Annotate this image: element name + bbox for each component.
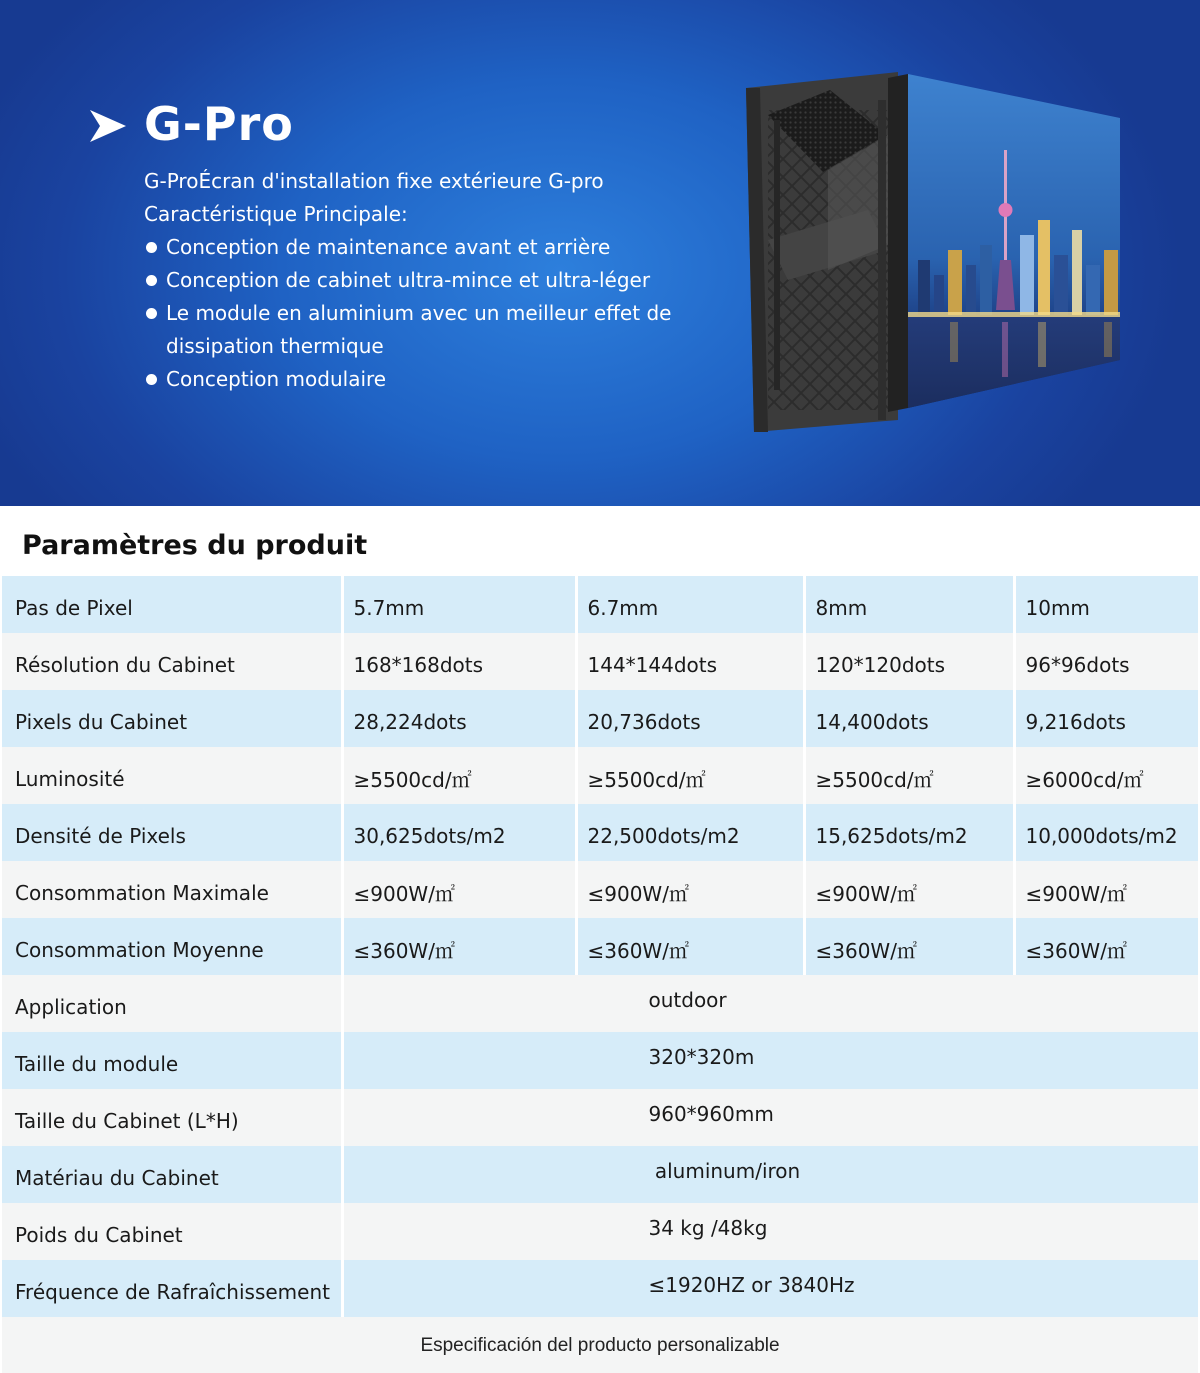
table-row — [2, 861, 1198, 918]
row-label: Consommation Moyenne — [2, 918, 342, 975]
feature-list — [144, 231, 724, 396]
table-cell: 15,625dots/m2 — [804, 804, 1014, 861]
table-cell: 22,500dots/m2 — [576, 804, 804, 861]
table-cell: ≤1920HZ or 3840Hz — [342, 1260, 1198, 1317]
table-cell: 120*120dots — [804, 633, 1014, 690]
table-row — [2, 1089, 1198, 1146]
table-cell: 96*96dots — [1014, 633, 1198, 690]
table-cell: 14,400dots — [804, 690, 1014, 747]
row-label: Fréquence de Rafraîchissement — [2, 1260, 342, 1317]
bullet-icon — [146, 275, 157, 286]
table-cell: ≤360W/㎡ — [1014, 918, 1198, 975]
table-cell: 28,224dots — [342, 690, 576, 747]
bullet-icon — [146, 308, 157, 319]
table-cell: ≤900W/㎡ — [1014, 861, 1198, 918]
table-cell: ≥5500cd/㎡ — [804, 747, 1014, 804]
table-cell: ≤900W/㎡ — [576, 861, 804, 918]
table-cell: ≥6000cd/㎡ — [1014, 747, 1198, 804]
table-row — [2, 1146, 1198, 1203]
arrow-right-icon — [88, 104, 128, 148]
table-cell: 30,625dots/m2 — [342, 804, 576, 861]
feature-item: Conception de cabinet ultra-mince et ultra-léger — [144, 264, 724, 297]
table-row — [2, 576, 1198, 633]
table-row — [2, 918, 1198, 975]
table-cell: 10,000dots/m2 — [1014, 804, 1198, 861]
table-row — [2, 1032, 1198, 1089]
table-cell: 8mm — [804, 576, 1014, 633]
table-cell: ≤360W/㎡ — [804, 918, 1014, 975]
row-label: Matériau du Cabinet — [2, 1146, 342, 1203]
table-cell: ≥5500cd/㎡ — [342, 747, 576, 804]
hero-banner — [0, 0, 1200, 506]
row-label: Taille du module — [2, 1032, 342, 1089]
table-row — [2, 804, 1198, 861]
table-cell: ≤360W/㎡ — [576, 918, 804, 975]
table-cell: aluminum/iron — [342, 1146, 1198, 1203]
row-label: Taille du Cabinet (L*H) — [2, 1089, 342, 1146]
feature-item: Le module en aluminium avec un meilleur effet de dissipation thermique — [144, 297, 686, 363]
bullet-icon — [146, 242, 157, 253]
table-row — [2, 690, 1198, 747]
table-cell: ≤360W/㎡ — [342, 918, 576, 975]
table-cell: 320*320m — [342, 1032, 1198, 1089]
footer-note: Especificación del producto personalizable — [2, 1317, 1198, 1373]
table-cell: 10mm — [1014, 576, 1198, 633]
table-row — [2, 1203, 1198, 1260]
led-cabinet-image — [738, 60, 1138, 450]
table-cell: ≤900W/㎡ — [804, 861, 1014, 918]
spec-table — [2, 576, 1198, 1373]
row-label: Pixels du Cabinet — [2, 690, 342, 747]
table-cell: ≤900W/㎡ — [342, 861, 576, 918]
bullet-icon — [146, 374, 157, 385]
table-cell: 9,216dots — [1014, 690, 1198, 747]
table-cell: 34 kg /48kg — [342, 1203, 1198, 1260]
table-cell: ≥5500cd/㎡ — [576, 747, 804, 804]
row-label: Résolution du Cabinet — [2, 633, 342, 690]
feature-item: Conception de maintenance avant et arrière — [144, 231, 724, 264]
intro-text: G-ProÉcran d'installation fixe extérieure G-pro — [144, 169, 604, 193]
feature-item: Conception modulaire — [144, 363, 724, 396]
table-row — [2, 633, 1198, 690]
product-title: G-Pro — [144, 97, 294, 151]
table-row — [2, 1260, 1198, 1317]
row-label: Luminosité — [2, 747, 342, 804]
table-cell: outdoor — [342, 975, 1198, 1032]
table-cell: 168*168dots — [342, 633, 576, 690]
section-title: Paramètres du produit — [22, 530, 368, 561]
table-cell: 6.7mm — [576, 576, 804, 633]
row-label: Consommation Maximale — [2, 861, 342, 918]
features-heading: Caractéristique Principale: — [144, 202, 408, 226]
table-cell: 5.7mm — [342, 576, 576, 633]
table-row — [2, 747, 1198, 804]
table-cell: 20,736dots — [576, 690, 804, 747]
table-cell: 960*960mm — [342, 1089, 1198, 1146]
table-cell: 144*144dots — [576, 633, 804, 690]
product-description — [144, 165, 724, 396]
table-row — [2, 975, 1198, 1032]
row-label: Pas de Pixel — [2, 576, 342, 633]
table-footer-row — [2, 1317, 1198, 1373]
row-label: Application — [2, 975, 342, 1032]
row-label: Densité de Pixels — [2, 804, 342, 861]
row-label: Poids du Cabinet — [2, 1203, 342, 1260]
